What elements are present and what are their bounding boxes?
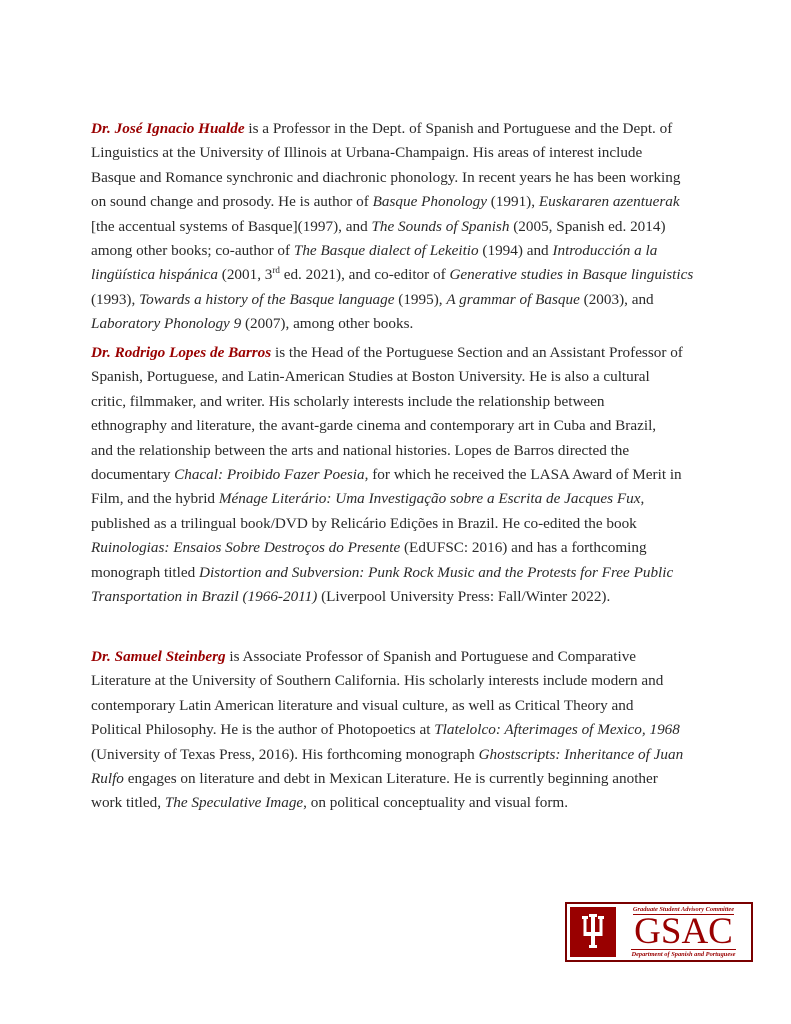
bio-line <box>91 536 731 560</box>
work-title: Introducción a la <box>552 242 658 260</box>
bio-text: (EdUFSC: 2016) and has a forthcoming <box>400 539 647 557</box>
bio-lopes-de-barros <box>91 341 731 609</box>
bio-text: is a Professor in the Dept. of Spanish and Portuguese and the Dept. of <box>244 120 673 137</box>
bio-text: (1991), <box>486 193 539 211</box>
bio-text: documentary <box>91 466 175 484</box>
person-name: Dr. José Ignacio Hualde <box>91 120 245 137</box>
bio-steinberg <box>91 645 731 816</box>
logo-committee-name: Graduate Student Advisory Committee <box>632 906 735 913</box>
bio-text: contemporary Latin American literature and visual culture, as well as Critical Theory and <box>91 696 634 714</box>
bio-text: monograph titled <box>91 563 199 581</box>
work-title: Ménage Literário: Uma Investigação sobre a Escrita de Jacques Fux <box>218 490 641 508</box>
bio-text: is Associate Professor of Spanish and Portuguese and Comparative <box>225 648 637 665</box>
work-title: Generative studies in Basque linguistics <box>449 266 694 284</box>
bio-text: engages on literature and debt in Mexican Literature. He is currently beginning another <box>123 770 658 788</box>
bio-line <box>91 365 731 389</box>
bio-text: critic, filmmaker, and writer. His scholarly interests include the relationship between <box>91 392 605 410</box>
work-title: Ghostscripts: Inheritance of Juan <box>478 745 684 763</box>
bio-line <box>91 141 731 165</box>
bio-text: (2005, Spanish ed. 2014) <box>509 217 666 235</box>
work-title: Transportation in Brazil (1966-2011) <box>91 588 318 606</box>
bio-hualde <box>91 117 731 337</box>
bio-text: (2007), among other books. <box>241 315 414 333</box>
bio-text: is the Head of the Portuguese Section and an Assistant Professor of <box>271 344 683 361</box>
work-title: The Speculative Image <box>164 794 304 812</box>
bio-line <box>91 645 731 669</box>
ordinal-suffix: rd <box>272 265 280 276</box>
work-title: The Basque dialect of Lekeitio <box>293 242 479 260</box>
bio-line <box>91 439 731 463</box>
bio-text: Basque and Romance synchronic and diachronic phonology. In recent years he has been working <box>91 168 681 186</box>
bio-text: , for which he received the LASA Award of Merit in <box>364 466 682 484</box>
bio-line <box>91 487 731 511</box>
bio-text: Literature at the University of Southern California. His scholarly interests include modern and <box>91 672 664 690</box>
work-title: Basque Phonology <box>372 193 487 211</box>
bio-text: among other books; co-author of <box>91 242 294 260</box>
bio-line <box>91 190 731 214</box>
bio-text: (University of Texas Press, 2016). His forthcoming monograph <box>91 745 479 763</box>
bio-text: (2003), and <box>579 290 654 308</box>
bio-text: on sound change and prosody. He is author of <box>91 193 373 211</box>
person-name: Dr. Rodrigo Lopes de Barros <box>91 344 272 361</box>
gsac-logo <box>565 902 753 962</box>
trident-icon <box>570 907 616 957</box>
bio-line <box>91 390 731 414</box>
bio-text: and the relationship between the arts and national histories. Lopes de Barros directed the <box>91 441 630 459</box>
bio-text: work titled, <box>91 794 165 812</box>
bio-text: ethnography and literature, the avant-garde cinema and contemporary art in Cuba and Brazil, <box>91 417 657 435</box>
work-title: Towards a history of the Basque language <box>139 290 395 308</box>
bio-line <box>91 694 731 718</box>
bio-text: (1994) and <box>478 242 553 260</box>
bio-text: , <box>640 490 645 508</box>
bio-line <box>91 288 731 312</box>
bio-line <box>91 239 731 263</box>
bio-text: [the accentual systems of Basque](1997), and <box>91 217 372 235</box>
bio-line <box>91 263 731 287</box>
bio-text: Spanish, Portuguese, and Latin-American Studies at Boston University. He is also a cultural <box>91 368 650 386</box>
bio-text: Linguistics at the University of Illinois at Urbana-Champaign. His areas of interest include <box>91 144 643 162</box>
bio-line <box>91 463 731 487</box>
bio-text: ed. 2021), and co-editor of <box>279 266 450 284</box>
bio-text: (Liverpool University Press: Fall/Winter 2022). <box>317 588 611 606</box>
bio-text: (1993), <box>91 290 140 308</box>
work-title: Rulfo <box>91 770 124 788</box>
bio-line <box>91 585 731 609</box>
bio-line <box>91 117 731 141</box>
work-title: Tlatelolco: Afterimages of Mexico, 1968 <box>434 721 680 739</box>
work-title: lingüística hispánica <box>91 266 218 284</box>
work-title: Ruinologias: Ensaios Sobre Destroços do Presente <box>91 539 401 557</box>
person-name: Dr. Samuel Steinberg <box>91 648 226 665</box>
bio-text: published as a trilingual book/DVD by Relicário Edições in Brazil. He co-edited the book <box>91 514 637 532</box>
bio-text: (2001, 3 <box>217 266 273 284</box>
bio-text: Film, and the hybrid <box>91 490 219 508</box>
work-title: A grammar of Basque <box>446 290 580 308</box>
bio-line <box>91 767 731 791</box>
work-title: The Sounds of Spanish <box>371 217 510 235</box>
bio-line <box>91 512 731 536</box>
logo-department-name: Department of Spanish and Portuguese <box>631 951 736 958</box>
bio-line <box>91 166 731 190</box>
bio-line <box>91 341 731 365</box>
logo-acronym: GSAC <box>634 911 733 952</box>
logo-text-block <box>616 904 751 960</box>
bio-line <box>91 414 731 438</box>
bio-line <box>91 669 731 693</box>
bio-line <box>91 718 731 742</box>
bio-text: , on political conceptuality and visual form. <box>303 794 569 812</box>
bio-line <box>91 561 731 585</box>
bio-line <box>91 791 731 815</box>
bio-text: Political Philosophy. He is the author of Photopoetics at <box>91 721 435 739</box>
work-title: Chacal: Proibido Fazer Poesia <box>174 466 365 484</box>
bio-text: (1995), <box>394 290 447 308</box>
work-title: Euskararen azentuerak <box>538 193 680 211</box>
work-title: Laboratory Phonology 9 <box>91 315 242 333</box>
bio-line <box>91 215 731 239</box>
bio-line <box>91 312 731 336</box>
bio-line <box>91 743 731 767</box>
work-title: Distortion and Subversion: Punk Rock Music and the Protests for Free Public <box>198 563 674 581</box>
